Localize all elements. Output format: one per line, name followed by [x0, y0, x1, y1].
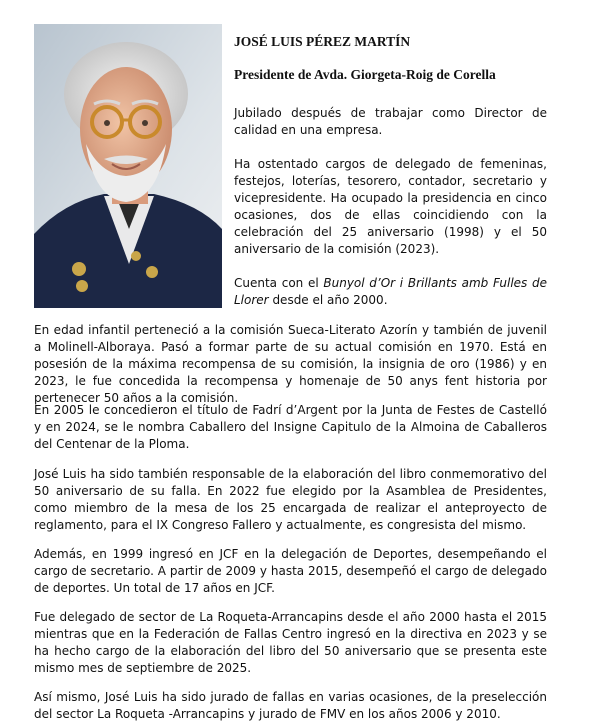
body-paragraph-4: Además, en 1999 ingresó en JCF en la delegación de Deportes, desempeñando el cargo de secretario. A partir de 2009 y hasta 2015, desempeñó el cargo de delegado de deportes. Un total de 17 años en JCF. — [34, 547, 547, 595]
person-name: JOSÉ LUIS PÉREZ MARTÍN — [234, 34, 411, 49]
award-name: Bunyol d’Or i Brillants amb Fulles de Llorer — [234, 276, 547, 307]
award-suffix: desde el año 2000. — [268, 293, 388, 307]
intro-paragraph-1: Jubilado después de trabajar como Director de calidad en una empresa. — [234, 106, 547, 137]
portrait-photo — [34, 24, 222, 308]
intro-paragraph-3 — [234, 275, 547, 309]
body-paragraph-1: En edad infantil perteneció a la comisión Sueca-Literato Azorín y también de juvenil a Molinell-Alboraya. Pasó a formar parte de su actual comisión en 1970. Está en posesión de la máxima recompensa de su comisión, la insignia de oro (1986) y en 2023, le fue concedida la recompensa y homenaje de 50 anys fent historia por pertenecer 50 años a la comisión. — [34, 323, 547, 405]
intro-paragraph-2: Ha ostentado cargos de delegado de femeninas, festejos, loterías, tesorero, contador, secretario y vicepresidente. Ha ocupado la presidencia en cinco ocasiones, dos de ellas coincidiendo con la celebración del 25 aniversario (1998) y el 50 aniversario de la comisión (2023). — [234, 157, 547, 256]
body-paragraph-2: En 2005 le concedieron el título de Fadrí d’Argent por la Junta de Festes de Castelló y en 2024, se le nombra Caballero del Insigne Capitulo de la Almoina de Caballeros del Centenar de la Ploma. — [34, 403, 547, 451]
body-paragraph-6: Así mismo, José Luis ha sido jurado de fallas en varias ocasiones, de la preselección del sector La Roqueta -Arrancapins y jurado de FMV en los años 2006 y 2010. — [34, 690, 547, 721]
body-paragraph-5: Fue delegado de sector de La Roqueta-Arrancapins desde el año 2000 hasta el 2015 mientras que en la Federación de Fallas Centro ingresó en la directiva en 2023 y se ha hecho cargo de la elaboración del libro del 50 aniversario que se presenta este mismo mes de septiembre de 2025. — [34, 610, 547, 675]
portrait-illustration — [34, 24, 222, 308]
header-column — [234, 26, 547, 309]
person-role: Presidente de Avda. Giorgeta-Roig de Corella — [234, 67, 496, 82]
body-paragraph-3: José Luis ha sido también responsable de la elaboración del libro conmemorativo del 50 aniversario de su falla. En 2022 fue elegido por la Asamblea de Presidentes, como miembro de la mesa de los 25 encargada de realizar el anteproyecto de reglamento, para el IX Congreso Fallero y actualmente, es congresista del mismo. — [34, 467, 547, 532]
award-prefix: Cuenta con el — [234, 276, 324, 290]
